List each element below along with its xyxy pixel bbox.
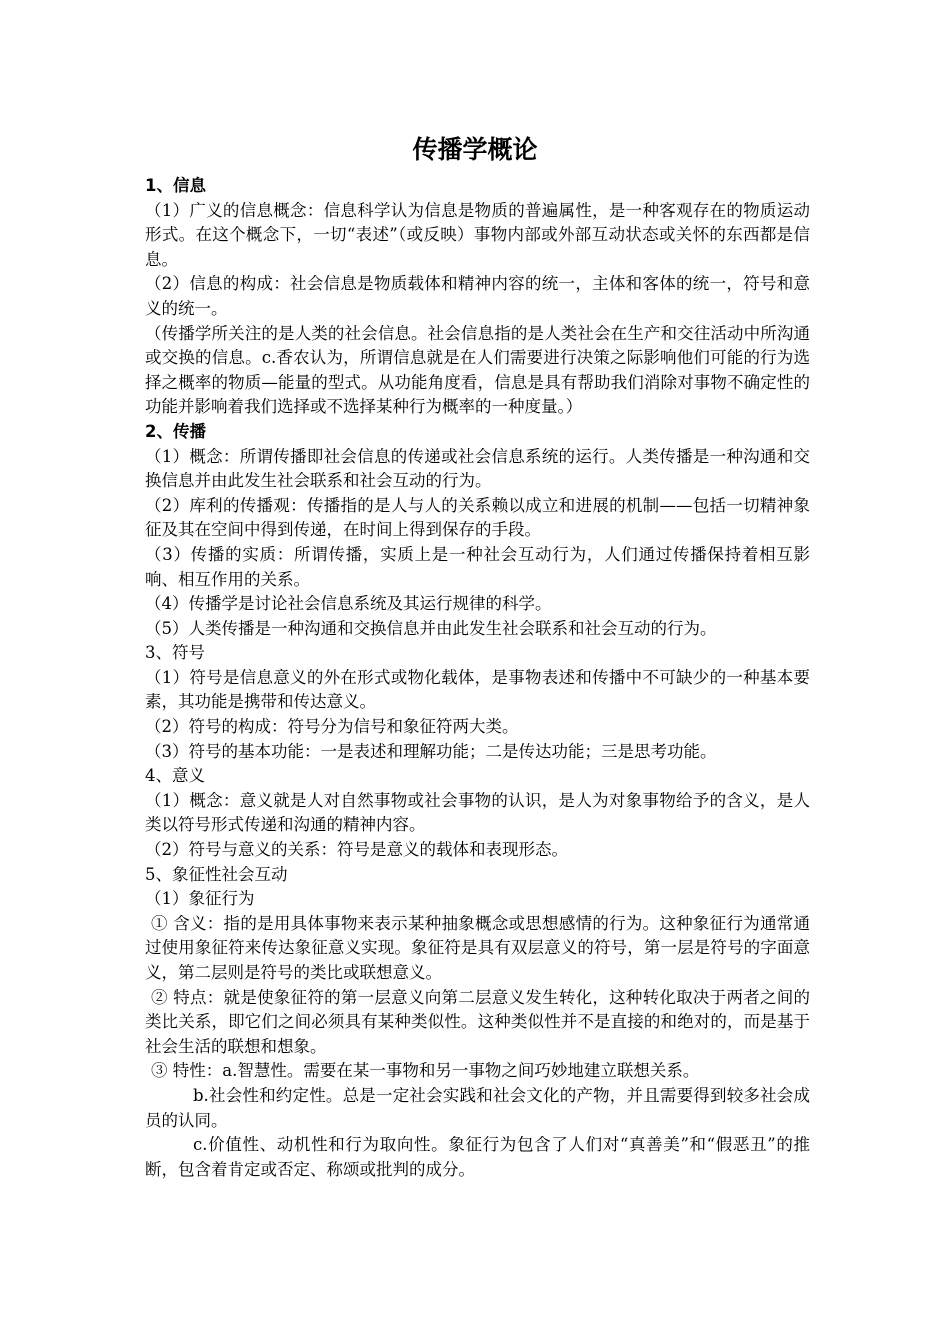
section-heading: 2、传播 bbox=[145, 421, 206, 441]
paragraph: （传播学所关注的是人类的社会信息。社会信息指的是人类社会在生产和交往活动中所沟通或交换的信息。c.香农认为，所谓信息就是在人们需要进行决策之际影响他们可能的行为选择之概率的物质—能量的型式。从功能角度看，信息是具有帮助我们消除对事物不确定性的功能并影响着我们选择或不选择某种行为概率的一种度量。） bbox=[145, 323, 810, 417]
paragraph: （5）人类传播是一种沟通和交换信息并由此发生社会联系和社会互动的行为。 bbox=[145, 618, 717, 638]
section-heading: 5、象征性社会互动 bbox=[145, 864, 288, 884]
paragraph: （1）概念：所谓传播即社会信息的传递或社会信息系统的运行。人类传播是一种沟通和交换信息并由此发生社会联系和社会互动的行为。 bbox=[145, 446, 810, 491]
paragraph: （1）概念：意义就是人对自然事物或社会事物的认识，是人为对象事物给予的含义，是人类以符号形式传递和沟通的精神内容。 bbox=[145, 790, 810, 835]
paragraph: （3）传播的实质：所谓传播，实质上是一种社会互动行为，人们通过传播保持着相互影响、相互作用的关系。 bbox=[145, 544, 810, 589]
paragraph: （3）符号的基本功能：一是表述和理解功能；二是传达功能；三是思考功能。 bbox=[145, 741, 717, 761]
paragraph: （2）库利的传播观：传播指的是人与人的关系赖以成立和进展的机制——包括一切精神象征及其在空间中得到传递，在时间上得到保存的手段。 bbox=[145, 495, 810, 540]
paragraph: ② 特点：就是使象征符的第一层意义向第二层意义发生转化，这种转化取决于两者之间的类比关系，即它们之间必须具有某种类似性。这种类似性并不是直接的和绝对的，而是基于社会生活的联想和想象。 bbox=[145, 987, 810, 1056]
section-heading: 1、信息 bbox=[145, 176, 206, 195]
document-title: 传播学概论 bbox=[412, 135, 538, 164]
paragraph: b.社会性和约定性。总是一定社会实践和社会文化的产物，并且需要得到较多社会成员的认同。 bbox=[145, 1085, 810, 1130]
section-heading: 4、意义 bbox=[145, 766, 205, 786]
subheading: （1）象征行为 bbox=[145, 889, 255, 909]
document-body bbox=[145, 174, 810, 1182]
paragraph: （2）信息的构成：社会信息是物质载体和精神内容的统一，主体和客体的统一，符号和意义的统一。 bbox=[145, 274, 810, 318]
paragraph: （1）符号是信息意义的外在形式或物化载体，是事物表述和传播中不可缺少的一种基本要素，其功能是携带和传达意义。 bbox=[145, 667, 810, 712]
paragraph: （1）广义的信息概念：信息科学认为信息是物质的普遍属性，是一种客观存在的物质运动形式。在这个概念下，一切“表述”（或反映）事物内部或外部互动状态或关怀的东西都是信息。 bbox=[145, 200, 810, 269]
paragraph: （4）传播学是讨论社会信息系统及其运行规律的科学。 bbox=[145, 594, 552, 614]
paragraph: ③ 特性：a.智慧性。需要在某一事物和另一事物之间巧妙地建立联想关系。 bbox=[151, 1061, 700, 1081]
paragraph: （2）符号与意义的关系：符号是意义的载体和表现形态。 bbox=[145, 840, 568, 860]
paragraph: ① 含义：指的是用具体事物来表示某种抽象概念或思想感情的行为。这种象征行为通常通过使用象征符来传达象征意义实现。象征符是具有双层意义的符号，第一层是符号的字面意义，第二层则是符号的类比或联想意义。 bbox=[145, 913, 810, 982]
paragraph: （2）符号的构成：符号分为信号和象征符两大类。 bbox=[145, 717, 519, 737]
section-heading: 3、符号 bbox=[145, 643, 205, 663]
paragraph: c.价值性、动机性和行为取向性。象征行为包含了人们对“真善美”和“假恶丑”的推断，包含着肯定或否定、称颂或批判的成分。 bbox=[145, 1135, 810, 1179]
